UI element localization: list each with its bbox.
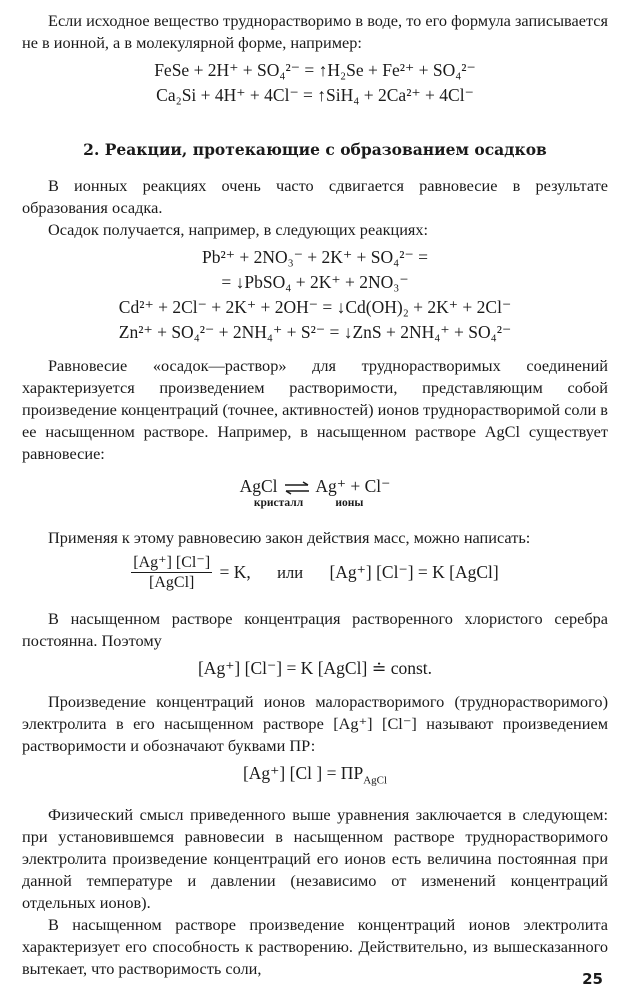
equation-pb-part2: = ↓PbSO₄ + 2K⁺ + 2NO₃⁻ [221, 272, 409, 292]
paragraph-precipitate-reactions: Осадок получается, например, в следующих реакциях: [48, 220, 429, 239]
paragraph-solubility-product: Равновесие «осадок—раствор» для труднорастворимых соединений характеризуется произведением растворимости, представляющим собой произведение концентраций (точнее, активностей) ионов труднорастворимой соли в ее насыщенном растворе. Например, в насыщенном растворе AgCl существует равновесие: [22, 356, 608, 463]
equation-pr [22, 761, 608, 794]
equation-constant: [Ag⁺] [Cl⁻] = K [AgCl] ≐ const. [197, 658, 433, 678]
equation-fese: FeSe + 2H⁺ + SO₄²⁻ = ↑H₂Se + Fe²⁺ + SO₄²⁻ [154, 60, 476, 80]
mass-action-equation [22, 553, 608, 592]
paragraph-saturated-solution: В насыщенном растворе концентрация растворенного хлористого серебра постоянна. Поэтому [22, 609, 608, 650]
equation-pb-part1: Pb²⁺ + 2NO₃⁻ + 2K⁺ + SO₄²⁻ = [201, 247, 428, 267]
equation-zn: Zn²⁺ + SO₄²⁻ + 2NH₄⁺ + S²⁻ = ↓ZnS + 2NH₄⁺ + SO₄²⁻ [118, 322, 512, 342]
section-heading: 2. Реакции, протекающие с образованием осадков [83, 140, 547, 159]
page-number: 25 [582, 970, 603, 988]
equilibrium-right: Ag⁺ + Cl⁻ [315, 476, 391, 496]
label-crystal: кристалл [253, 497, 304, 509]
equation-pr-main: [Ag⁺] [Cl ] = ПР [242, 763, 364, 783]
intro-paragraph: Если исходное вещество труднорастворимо в воде, то его формула записывается не в ионной, а в молекулярной форме, например: [22, 11, 608, 52]
equation-cd: Cd²⁺ + 2Cl⁻ + 2K⁺ + 2OH⁻ = ↓Cd(OH)₂ + 2K⁺ + 2Cl⁻ [118, 297, 512, 317]
fraction [131, 553, 212, 592]
label-ions: ионы [335, 497, 364, 509]
alternative-equation: [Ag⁺] [Cl⁻] = K [AgCl] [329, 562, 499, 582]
paragraph-equilibrium-shift: В ионных реакциях очень часто сдвигается равновесие в результате образования осадка. [22, 176, 608, 217]
text-page [22, 10, 608, 980]
equation-pr-subscript: AgCl [363, 774, 388, 787]
paragraph-solubility-product-definition: Произведение концентраций ионов малорастворимого (труднорастворимого) электролита в его насыщенном растворе [Ag⁺] [Cl⁻] называют произведением растворимости и обозначают буквами ПР: [22, 692, 608, 755]
paragraph-physical-meaning: Физический смысл приведенного выше уравнения заключается в следующем: при установившемся равновесии в насыщенном растворе труднорастворимого электролита произведение концентраций его ионов есть величина постоянная при данной температуре и давлении (независимо от изменений концентраций отдельных ионов). [22, 804, 608, 912]
fraction-denominator: [AgCl] [149, 574, 195, 591]
equilibrium-left: AgCl [239, 476, 278, 496]
equation-ca2si: Ca₂Si + 4H⁺ + 4Cl⁻ = ↑SiH₄ + 2Ca²⁺ + 4Cl⁻ [156, 85, 474, 105]
equilibrium-arrows-icon [284, 481, 310, 495]
equilibrium-block [22, 475, 608, 511]
fraction-result: = K, [219, 562, 251, 582]
conjunction-or: или [277, 562, 304, 582]
paragraph-dissolution-ability: В насыщенном растворе произведение концентраций ионов электролита характеризует его способность к растворению. Действительно, из вышесказанного вытекает, что растворимость соли, [22, 914, 608, 978]
paragraph-mass-action: Применяя к этому равновесию закон действия масс, можно написать: [48, 528, 531, 547]
fraction-numerator: [Ag⁺] [Cl⁻] [133, 554, 211, 571]
